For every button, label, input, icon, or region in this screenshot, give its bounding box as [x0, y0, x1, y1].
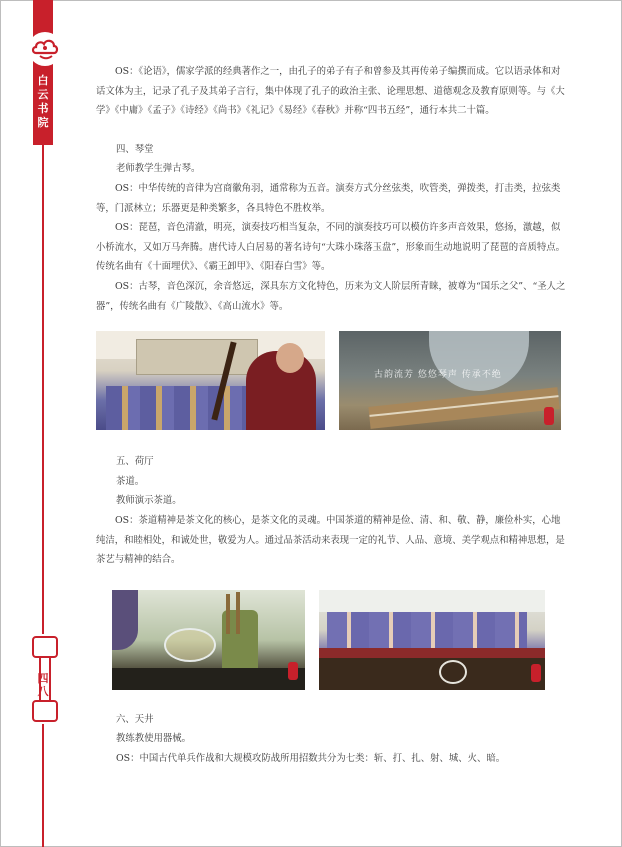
- photo-caption: 古韵流芳 悠悠琴声 传承不绝: [374, 370, 502, 380]
- paragraph-guqin: OS：古琴，音色深沉，余音悠远，深具东方文化特色，历来为文人阶层所青睐，被尊为“国乐之父”、“圣人之器”，传统名曲有《广陵散》、《高山流水》等。: [96, 281, 566, 312]
- section-heading-tianjing: 六、天井: [116, 714, 154, 725]
- paragraph-weapons: 教练教使用器械。: [116, 733, 192, 744]
- photo-tea-set: [112, 590, 305, 690]
- paragraph-pipa: OS：琵琶，音色清澈，明亮，演奏技巧相当复杂，不同的演奏技巧可以模仿许多声音效果，悠扬，激越，似小桥流水，又如万马奔腾。唐代诗人白居易的著名诗句“大珠小珠落玉盘”，形象而生动地说明了琵琶的音质特点。传统名曲有《十面埋伏》、《霸王卸甲》、《阳春白雪》等。: [96, 222, 565, 272]
- paragraph-guqin-teaching: 老师教学生弹古琴。: [116, 163, 201, 174]
- photo-pipa-class: [96, 331, 325, 430]
- sidebar-red-line: [42, 145, 44, 847]
- cloud-logo-icon: [28, 32, 62, 66]
- seal-icon: [288, 662, 298, 680]
- paragraph-tea-demo: 教师演示茶道。: [116, 495, 182, 506]
- paragraph-wuyin: OS：中华传统的音律为宫商徽角羽，通常称为五音。演奏方式分丝弦类，吹管类，弹拨类，打击类，拉弦类等，门派林立；乐器更是种类繁多，各具特色不胜枚举。: [96, 183, 561, 214]
- seal-icon: [531, 664, 541, 682]
- photo-tea-class: [319, 590, 545, 690]
- paragraph-tea-spirit: OS：茶道精神是茶文化的核心，是茶文化的灵魂。中国茶道的精神是俭、清、和、敬、静，廉俭朴实，心地纯洁，和睦相处，和诚处世，敬爱为人。通过品茶活动来表现一定的礼节、人品、意境、美学观点和精神思想，是茶艺与精神的结合。: [96, 515, 565, 565]
- ornament-top-icon: [32, 636, 58, 658]
- page-number: 四八: [37, 672, 49, 698]
- paragraph-lunyu: OS：《论语》，儒家学派的经典著作之一，由孔子的弟子有子和曾参及其再传弟子编撰而成。它以语录体和对话文体为主，记录了孔子及其弟子言行，集中体现了孔子的政治主张、论理思想、道德观念及教育原则等。与《大学》《中庸》《孟子》《诗经》《尚书》《礼记》《易经》《春秋》并称“四书五经”，通行本共二十篇。: [96, 66, 565, 116]
- seal-icon: [544, 407, 554, 425]
- photo-guqin: [339, 331, 561, 430]
- section-heading-qintang: 四、琴堂: [116, 144, 154, 155]
- paragraph-weapon-types: OS：中国古代单兵作战和大规模攻防战所用招数共分为七类：斩、打、扎、射、城、火、暗。: [116, 753, 506, 764]
- ornament-bottom-icon: [32, 700, 58, 722]
- section-heading-heting: 五、荷厅: [116, 456, 154, 467]
- paragraph-chadao: 茶道。: [116, 476, 145, 487]
- sidebar-title: 白云书院: [37, 74, 49, 129]
